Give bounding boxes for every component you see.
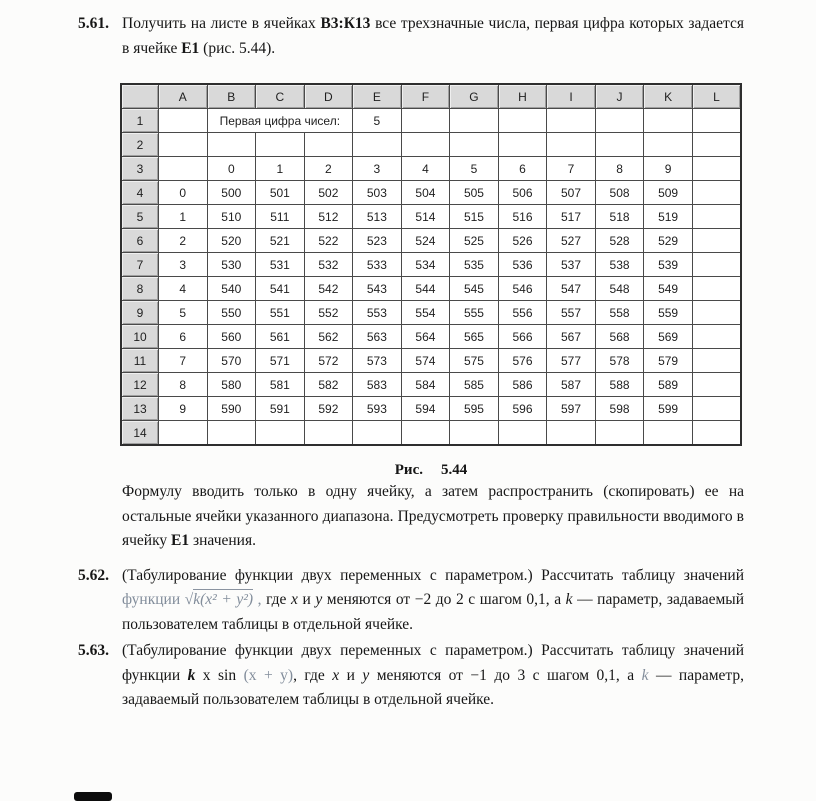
sheet-column-header: F	[401, 84, 450, 109]
sheet-cell: 580	[207, 373, 256, 397]
sheet-column-header: H	[498, 84, 547, 109]
sheet-cell	[256, 421, 305, 446]
sheet-cell	[692, 205, 741, 229]
sheet-row-header: 8	[121, 277, 159, 301]
sheet-row-header: 10	[121, 325, 159, 349]
sheet-cell: 8	[159, 373, 208, 397]
text-segment: Е1	[181, 39, 200, 57]
sheet-cell	[498, 421, 547, 446]
sheet-cell	[692, 277, 741, 301]
sheet-cell: 0	[207, 157, 256, 181]
sheet-row	[121, 421, 741, 446]
sheet-header-row	[121, 84, 741, 109]
sheet-cell: 576	[498, 349, 547, 373]
sheet-cell: 571	[256, 349, 305, 373]
sheet-cell: 520	[207, 229, 256, 253]
sheet-cell: 599	[644, 397, 693, 421]
sheet-cell: 3	[353, 157, 402, 181]
sheet-cell: 9	[644, 157, 693, 181]
text-segment: (x + y)	[243, 666, 294, 684]
sheet-cell: 9	[159, 397, 208, 421]
sheet-row-header: 14	[121, 421, 159, 446]
sheet-cell: 578	[595, 349, 644, 373]
sheet-cell: 560	[207, 325, 256, 349]
sheet-row-header: 3	[121, 157, 159, 181]
sheet-cell: 4	[401, 157, 450, 181]
sheet-cell	[159, 157, 208, 181]
text-segment: y	[315, 591, 323, 608]
sheet-cell: 559	[644, 301, 693, 325]
sheet-row	[121, 277, 741, 301]
sheet-cell: 3	[159, 253, 208, 277]
text-segment: и	[297, 591, 316, 608]
text-segment: k	[641, 666, 649, 684]
sheet-cell: 6	[498, 157, 547, 181]
problem-text	[122, 639, 744, 713]
sheet-cell: 512	[304, 205, 353, 229]
sheet-cell	[692, 181, 741, 205]
sheet-row-header: 9	[121, 301, 159, 325]
sheet-row	[121, 133, 741, 157]
text-segment: (Табулирование функции двух переменных с параметром.) Рассчитать таблицу значений функции	[122, 642, 744, 684]
sheet-cell: 542	[304, 277, 353, 301]
sheet-cell: 548	[595, 277, 644, 301]
sheet-cell: 532	[304, 253, 353, 277]
text-segment: В3:К13	[320, 15, 371, 32]
sheet-row	[121, 349, 741, 373]
sheet-cell	[207, 133, 256, 157]
sheet-cell	[207, 421, 256, 446]
sheet-cell: 501	[256, 181, 305, 205]
sheet-row	[121, 373, 741, 397]
sheet-cell: 569	[644, 325, 693, 349]
sheet-cell: 558	[595, 301, 644, 325]
sheet-cell: 526	[498, 229, 547, 253]
sheet-cell: 566	[498, 325, 547, 349]
problem-number: 5.61.	[78, 15, 109, 32]
sheet-cell: 6	[159, 325, 208, 349]
text-segment: и	[339, 666, 363, 684]
spreadsheet-table	[120, 83, 742, 446]
scan-artifact	[74, 792, 112, 801]
text-segment: — параметр, задаваемый пользователем таблицы в отдельной ячейке.	[122, 666, 745, 708]
sheet-cell	[692, 397, 741, 421]
sheet-cell	[644, 421, 693, 446]
sheet-cell: 552	[304, 301, 353, 325]
sheet-cell: 506	[498, 181, 547, 205]
text-segment: k	[187, 666, 196, 684]
text-segment: значения.	[189, 532, 256, 549]
sheet-cell: 557	[547, 301, 596, 325]
sheet-row-header: 6	[121, 229, 159, 253]
sheet-row	[121, 109, 741, 133]
sheet-cell: Первая цифра чисел:	[207, 109, 353, 133]
text-segment: Е1	[171, 532, 190, 549]
problem-5-62	[78, 564, 744, 638]
sheet-cell: 515	[450, 205, 499, 229]
sheet-cell	[159, 109, 208, 133]
sheet-cell: 8	[595, 157, 644, 181]
sheet-cell: 540	[207, 277, 256, 301]
text-segment: x sin	[195, 666, 244, 684]
sheet-cell	[304, 133, 353, 157]
sheet-cell	[595, 421, 644, 446]
sheet-cell: 531	[256, 253, 305, 277]
sheet-cell: 527	[547, 229, 596, 253]
sheet-cell	[353, 421, 402, 446]
sheet-cell	[159, 421, 208, 446]
sheet-cell: 535	[450, 253, 499, 277]
sheet-cell: 544	[401, 277, 450, 301]
sheet-cell	[498, 109, 547, 133]
sheet-cell: 570	[207, 349, 256, 373]
sheet-column-header: I	[547, 84, 596, 109]
sheet-cell	[304, 421, 353, 446]
sheet-cell: 589	[644, 373, 693, 397]
text-segment: k(x² + y²)	[193, 591, 254, 608]
sheet-column-header: A	[159, 84, 208, 109]
sheet-cell: 564	[401, 325, 450, 349]
sheet-cell: 516	[498, 205, 547, 229]
sheet-cell: 505	[450, 181, 499, 205]
sheet-cell: 579	[644, 349, 693, 373]
sheet-cell: 594	[401, 397, 450, 421]
sheet-cell: 590	[207, 397, 256, 421]
sheet-cell: 4	[159, 277, 208, 301]
figure-5-44	[120, 83, 744, 480]
sheet-cell: 518	[595, 205, 644, 229]
sheet-column-header: E	[353, 84, 402, 109]
sheet-column-header: B	[207, 84, 256, 109]
sheet-cell: 530	[207, 253, 256, 277]
text-segment: (рис. 5.44).	[199, 39, 276, 57]
sheet-cell: 585	[450, 373, 499, 397]
sheet-cell: 519	[644, 205, 693, 229]
sheet-cell: 596	[498, 397, 547, 421]
sheet-cell: 575	[450, 349, 499, 373]
sheet-cell	[644, 109, 693, 133]
text-segment: k	[565, 591, 573, 608]
text-segment: функции	[122, 591, 185, 608]
sheet-cell: 529	[644, 229, 693, 253]
sheet-cell: 517	[547, 205, 596, 229]
sheet-cell: 561	[256, 325, 305, 349]
sheet-cell	[159, 133, 208, 157]
sheet-cell	[692, 109, 741, 133]
text-segment: меняются от −2 до 2 с шагом 0,1, а	[322, 591, 566, 608]
sheet-cell: 513	[353, 205, 402, 229]
sheet-cell: 591	[256, 397, 305, 421]
sheet-cell: 574	[401, 349, 450, 373]
sheet-cell: 536	[498, 253, 547, 277]
sheet-cell: 7	[159, 349, 208, 373]
problem-number: 5.63.	[78, 642, 109, 659]
sheet-cell	[692, 349, 741, 373]
text-segment: , где	[293, 666, 333, 684]
text-segment: меняются от −1 до 3 с шагом 0,1, а	[369, 666, 642, 684]
sheet-cell	[401, 109, 450, 133]
sheet-cell: 7	[547, 157, 596, 181]
sheet-cell: 500	[207, 181, 256, 205]
sheet-row	[121, 157, 741, 181]
text-segment: Получить на листе в ячейках	[122, 15, 321, 32]
sheet-cell	[401, 133, 450, 157]
sheet-cell: 577	[547, 349, 596, 373]
problem-text	[122, 12, 744, 61]
text-segment: все трехзначные числа, первая цифра которых задается в ячейке	[122, 15, 744, 57]
sheet-cell: 1	[256, 157, 305, 181]
sheet-row	[121, 181, 741, 205]
sheet-cell: 597	[547, 397, 596, 421]
sheet-cell: 5	[353, 109, 402, 133]
sheet-cell	[595, 133, 644, 157]
text-segment: x	[291, 591, 298, 608]
problem-5-63	[78, 639, 744, 713]
sheet-row	[121, 229, 741, 253]
sheet-row	[121, 325, 741, 349]
sheet-column-header: G	[450, 84, 499, 109]
sheet-cell: 595	[450, 397, 499, 421]
text-segment: √	[184, 591, 194, 608]
sheet-cell: 508	[595, 181, 644, 205]
sheet-cell	[692, 229, 741, 253]
sheet-cell: 583	[353, 373, 402, 397]
sheet-cell: 573	[353, 349, 402, 373]
sheet-cell: 547	[547, 277, 596, 301]
sheet-cell	[595, 109, 644, 133]
text-segment: x	[332, 666, 340, 684]
sheet-cell	[401, 421, 450, 446]
sheet-cell: 546	[498, 277, 547, 301]
problem-text	[122, 564, 744, 638]
figure-caption	[120, 460, 742, 480]
sheet-cell: 504	[401, 181, 450, 205]
sheet-row	[121, 301, 741, 325]
sheet-column-header: J	[595, 84, 644, 109]
sheet-row-header: 13	[121, 397, 159, 421]
sheet-column-header: L	[692, 84, 741, 109]
sheet-cell: 523	[353, 229, 402, 253]
sheet-cell: 528	[595, 229, 644, 253]
sheet-cell: 534	[401, 253, 450, 277]
sheet-row	[121, 397, 741, 421]
text-segment: ,	[253, 591, 262, 608]
sheet-cell: 2	[304, 157, 353, 181]
sheet-cell: 0	[159, 181, 208, 205]
sheet-row-header: 12	[121, 373, 159, 397]
sheet-cell: 587	[547, 373, 596, 397]
sheet-cell: 537	[547, 253, 596, 277]
sheet-column-header: C	[256, 84, 305, 109]
sheet-column-header: K	[644, 84, 693, 109]
sheet-cell: 522	[304, 229, 353, 253]
sheet-column-header: D	[304, 84, 353, 109]
text-segment: y	[362, 666, 370, 684]
sheet-cell: 538	[595, 253, 644, 277]
sheet-cell: 550	[207, 301, 256, 325]
sheet-cell: 581	[256, 373, 305, 397]
note-paragraph	[122, 480, 744, 554]
sheet-cell: 563	[353, 325, 402, 349]
sheet-cell: 551	[256, 301, 305, 325]
sheet-cell	[692, 325, 741, 349]
sheet-row	[121, 253, 741, 277]
sheet-row-header: 7	[121, 253, 159, 277]
sheet-cell	[692, 253, 741, 277]
sheet-cell: 572	[304, 349, 353, 373]
sheet-row	[121, 205, 741, 229]
sheet-cell	[547, 421, 596, 446]
sheet-cell: 593	[353, 397, 402, 421]
sheet-cell: 592	[304, 397, 353, 421]
sheet-cell: 507	[547, 181, 596, 205]
caption-number: 5.44	[440, 462, 468, 478]
sheet-cell: 598	[595, 397, 644, 421]
sheet-cell: 549	[644, 277, 693, 301]
sheet-cell: 533	[353, 253, 402, 277]
sheet-cell: 567	[547, 325, 596, 349]
text-segment: (Табулирование функции двух переменных с параметром.) Рассчитать таблицу значений	[122, 566, 744, 584]
sheet-cell	[692, 301, 741, 325]
sheet-cell: 5	[159, 301, 208, 325]
sheet-cell: 553	[353, 301, 402, 325]
sheet-cell: 511	[256, 205, 305, 229]
sheet-cell: 562	[304, 325, 353, 349]
sheet-cell	[547, 133, 596, 157]
sheet-cell: 545	[450, 277, 499, 301]
sheet-cell: 541	[256, 277, 305, 301]
sheet-cell: 5	[450, 157, 499, 181]
sheet-cell	[450, 133, 499, 157]
sheet-cell: 521	[256, 229, 305, 253]
sheet-row-header: 2	[121, 133, 159, 157]
sheet-cell	[644, 133, 693, 157]
sheet-row-header: 1	[121, 109, 159, 133]
sheet-cell	[498, 133, 547, 157]
sheet-cell	[547, 109, 596, 133]
problem-5-61	[78, 12, 744, 61]
text-segment: — параметр, задаваемый пользователем таблицы в отдельной ячейке.	[122, 591, 744, 633]
sheet-cell: 568	[595, 325, 644, 349]
sheet-cell: 543	[353, 277, 402, 301]
sheet-cell: 2	[159, 229, 208, 253]
sheet-cell: 565	[450, 325, 499, 349]
sheet-cell	[256, 133, 305, 157]
sheet-cell	[353, 133, 402, 157]
sheet-cell: 502	[304, 181, 353, 205]
sheet-cell	[692, 373, 741, 397]
sheet-cell	[692, 157, 741, 181]
sheet-cell: 514	[401, 205, 450, 229]
sheet-cell: 586	[498, 373, 547, 397]
sheet-cell	[692, 421, 741, 446]
sheet-cell	[450, 421, 499, 446]
caption-label: Рис.	[394, 462, 423, 478]
sheet-cell: 584	[401, 373, 450, 397]
problem-number: 5.62.	[78, 566, 109, 584]
sheet-row-header: 11	[121, 349, 159, 373]
sheet-cell: 555	[450, 301, 499, 325]
sheet-cell: 525	[450, 229, 499, 253]
sheet-row-header: 5	[121, 205, 159, 229]
sheet-corner-cell	[121, 84, 159, 109]
sheet-cell: 556	[498, 301, 547, 325]
sheet-cell: 582	[304, 373, 353, 397]
sheet-cell: 588	[595, 373, 644, 397]
sheet-cell: 1	[159, 205, 208, 229]
sheet-cell	[692, 133, 741, 157]
text-segment: Формулу вводить только в одну ячейку, а затем распространить (скопировать) ее на остальные ячейки указанного диапазона. Предусмотреть проверку правильности вводимого в ячейку	[122, 483, 744, 549]
sheet-row-header: 4	[121, 181, 159, 205]
sheet-cell: 510	[207, 205, 256, 229]
sheet-cell: 503	[353, 181, 402, 205]
sheet-cell	[450, 109, 499, 133]
sheet-cell: 554	[401, 301, 450, 325]
sheet-cell: 539	[644, 253, 693, 277]
sheet-cell: 509	[644, 181, 693, 205]
sheet-cell: 524	[401, 229, 450, 253]
text-segment: где	[261, 591, 292, 608]
